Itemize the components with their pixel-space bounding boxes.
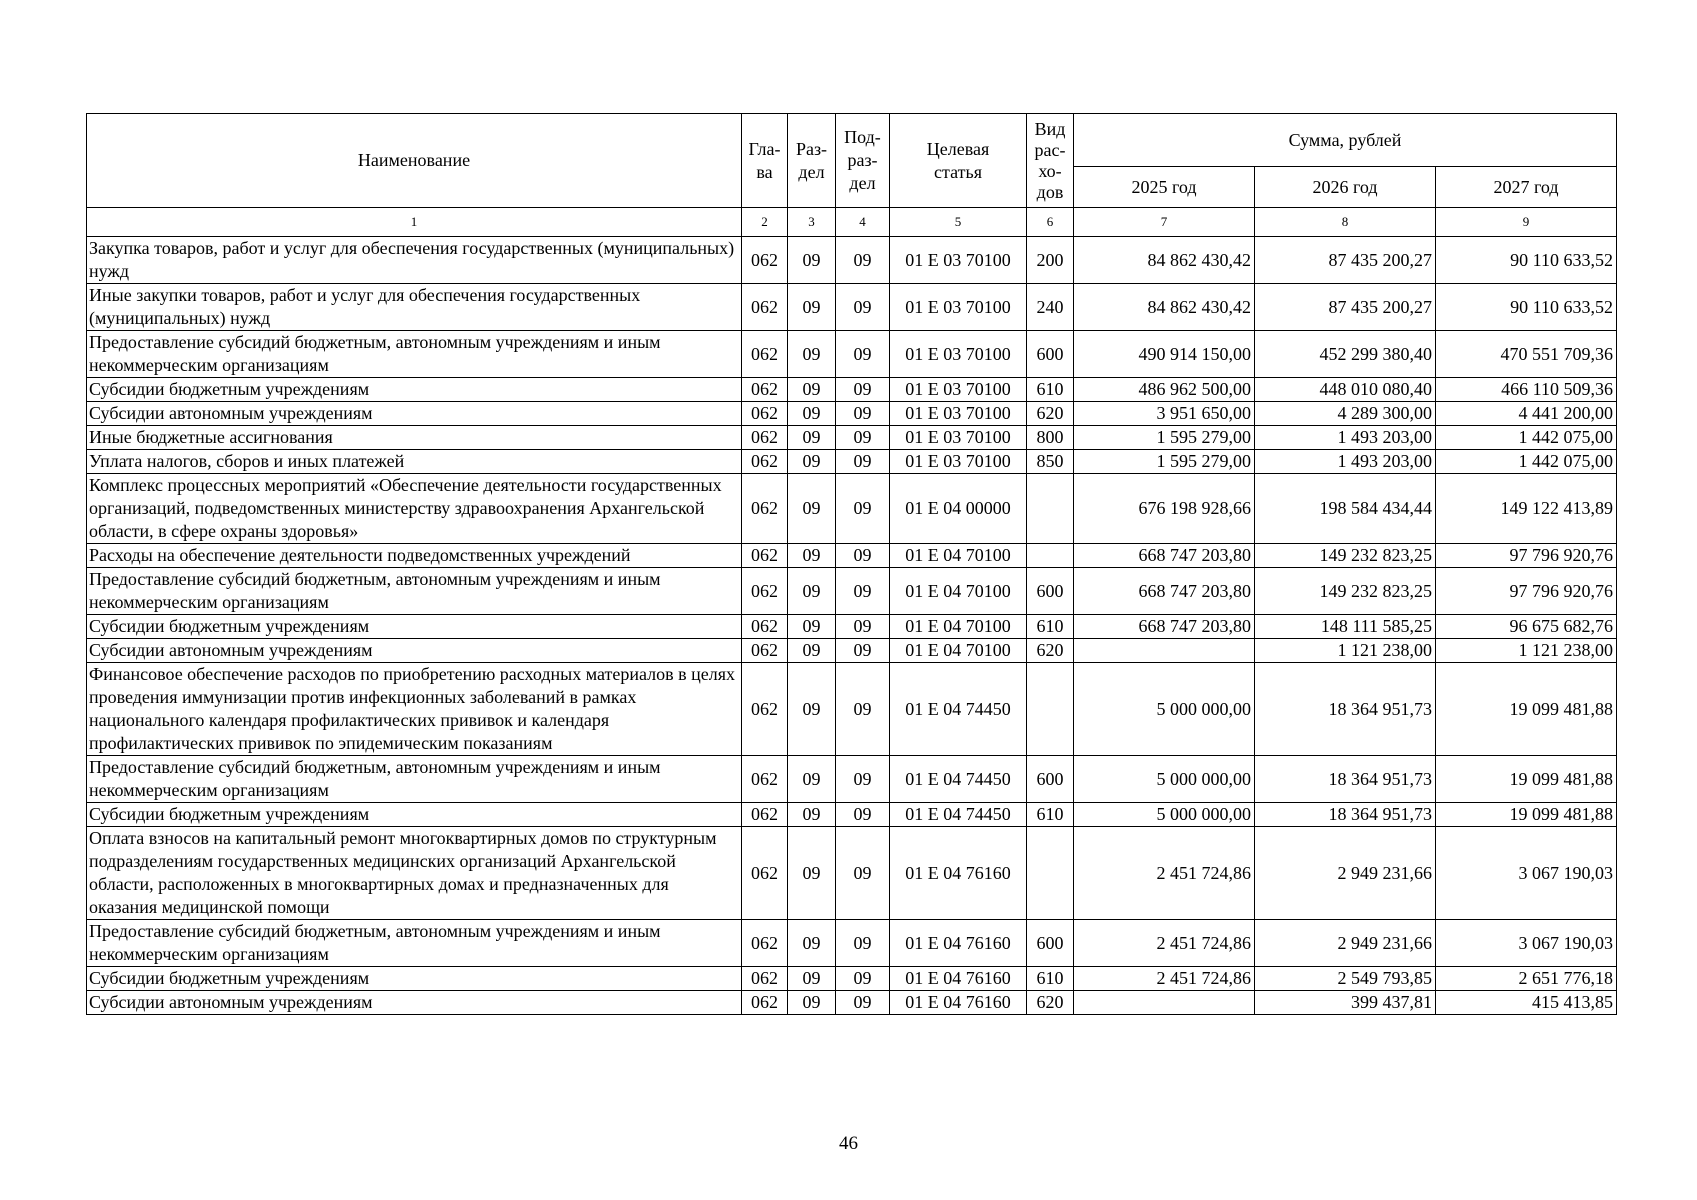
cell-name: Уплата налогов, сборов и иных платежей [87, 450, 742, 474]
cell-sum-2025: 84 862 430,42 [1074, 237, 1255, 284]
cell-name: Субсидии бюджетным учреждениям [87, 803, 742, 827]
header-summa: Сумма, рублей [1074, 114, 1617, 167]
column-number: 3 [788, 208, 836, 237]
cell-vid-rashodov: 200 [1027, 237, 1074, 284]
header-vid-rashodov: Вид рас- хо- дов [1027, 114, 1074, 208]
cell-sum-2026: 2 949 231,66 [1255, 920, 1436, 967]
cell-name: Расходы на обеспечение деятельности подведомственных учреждений [87, 544, 742, 568]
cell-razdel: 09 [788, 426, 836, 450]
cell-sum-2025: 668 747 203,80 [1074, 615, 1255, 639]
cell-glava: 062 [742, 967, 788, 991]
cell-sum-2026: 18 364 951,73 [1255, 663, 1436, 756]
cell-sum-2027: 2 651 776,18 [1436, 967, 1617, 991]
cell-name: Предоставление субсидий бюджетным, автономным учреждениям и иным некоммерческим организациям [87, 568, 742, 615]
cell-name: Субсидии автономным учреждениям [87, 639, 742, 663]
cell-name: Предоставление субсидий бюджетным, автономным учреждениям и иным некоммерческим организациям [87, 756, 742, 803]
cell-glava: 062 [742, 544, 788, 568]
cell-podrazdel: 09 [836, 426, 890, 450]
cell-sum-2026: 1 493 203,00 [1255, 450, 1436, 474]
cell-vid-rashodov: 620 [1027, 991, 1074, 1015]
cell-podrazdel: 09 [836, 331, 890, 378]
cell-name: Субсидии бюджетным учреждениям [87, 967, 742, 991]
cell-vid-rashodov [1027, 544, 1074, 568]
budget-table [86, 113, 1617, 1015]
cell-vid-rashodov: 600 [1027, 568, 1074, 615]
cell-podrazdel: 09 [836, 237, 890, 284]
cell-sum-2026: 87 435 200,27 [1255, 284, 1436, 331]
cell-sum-2025: 5 000 000,00 [1074, 756, 1255, 803]
table-row [87, 639, 1617, 663]
cell-celevaya-statya: 01 Е 03 70100 [890, 284, 1027, 331]
cell-razdel: 09 [788, 544, 836, 568]
table-row [87, 803, 1617, 827]
cell-celevaya-statya: 01 Е 04 76160 [890, 827, 1027, 920]
cell-sum-2025: 2 451 724,86 [1074, 827, 1255, 920]
table-row [87, 756, 1617, 803]
cell-glava: 062 [742, 827, 788, 920]
cell-sum-2026: 198 584 434,44 [1255, 474, 1436, 544]
cell-vid-rashodov: 850 [1027, 450, 1074, 474]
cell-podrazdel: 09 [836, 663, 890, 756]
cell-sum-2025 [1074, 639, 1255, 663]
cell-podrazdel: 09 [836, 639, 890, 663]
cell-name: Закупка товаров, работ и услуг для обеспечения государственных (муниципальных) нужд [87, 237, 742, 284]
cell-vid-rashodov: 240 [1027, 284, 1074, 331]
cell-sum-2027: 19 099 481,88 [1436, 756, 1617, 803]
cell-razdel: 09 [788, 284, 836, 331]
cell-razdel: 09 [788, 402, 836, 426]
cell-celevaya-statya: 01 Е 04 76160 [890, 967, 1027, 991]
cell-razdel: 09 [788, 237, 836, 284]
cell-glava: 062 [742, 402, 788, 426]
cell-podrazdel: 09 [836, 827, 890, 920]
header-podrazdel: Под- раз- дел [836, 114, 890, 208]
cell-glava: 062 [742, 920, 788, 967]
cell-razdel: 09 [788, 920, 836, 967]
cell-sum-2027: 466 110 509,36 [1436, 378, 1617, 402]
cell-razdel: 09 [788, 756, 836, 803]
column-number: 6 [1027, 208, 1074, 237]
cell-sum-2027: 97 796 920,76 [1436, 544, 1617, 568]
cell-sum-2025: 1 595 279,00 [1074, 426, 1255, 450]
cell-celevaya-statya: 01 Е 03 70100 [890, 237, 1027, 284]
cell-sum-2026: 448 010 080,40 [1255, 378, 1436, 402]
cell-celevaya-statya: 01 Е 03 70100 [890, 402, 1027, 426]
table-row [87, 920, 1617, 967]
cell-name: Комплекс процессных мероприятий «Обеспечение деятельности государственных организаций, подведомственных министерству здравоохранения Архангельской области, в сфере охраны здоровья» [87, 474, 742, 544]
cell-sum-2025: 5 000 000,00 [1074, 663, 1255, 756]
cell-podrazdel: 09 [836, 378, 890, 402]
cell-sum-2026: 87 435 200,27 [1255, 237, 1436, 284]
cell-sum-2025: 486 962 500,00 [1074, 378, 1255, 402]
cell-razdel: 09 [788, 568, 836, 615]
cell-glava: 062 [742, 991, 788, 1015]
cell-sum-2025: 5 000 000,00 [1074, 803, 1255, 827]
cell-sum-2027: 90 110 633,52 [1436, 237, 1617, 284]
table-row [87, 474, 1617, 544]
cell-sum-2025: 668 747 203,80 [1074, 568, 1255, 615]
cell-celevaya-statya: 01 Е 03 70100 [890, 331, 1027, 378]
cell-sum-2026: 149 232 823,25 [1255, 568, 1436, 615]
cell-celevaya-statya: 01 Е 04 76160 [890, 991, 1027, 1015]
cell-vid-rashodov: 600 [1027, 331, 1074, 378]
cell-vid-rashodov [1027, 663, 1074, 756]
column-number: 7 [1074, 208, 1255, 237]
table-row [87, 544, 1617, 568]
cell-name: Иные бюджетные ассигнования [87, 426, 742, 450]
cell-sum-2027: 97 796 920,76 [1436, 568, 1617, 615]
cell-sum-2027: 4 441 200,00 [1436, 402, 1617, 426]
cell-glava: 062 [742, 663, 788, 756]
cell-celevaya-statya: 01 Е 03 70100 [890, 378, 1027, 402]
cell-sum-2026: 2 949 231,66 [1255, 827, 1436, 920]
header-year-2026: 2026 год [1255, 167, 1436, 208]
cell-podrazdel: 09 [836, 474, 890, 544]
cell-podrazdel: 09 [836, 544, 890, 568]
cell-sum-2027: 415 413,85 [1436, 991, 1617, 1015]
column-number: 8 [1255, 208, 1436, 237]
table-row [87, 991, 1617, 1015]
cell-name: Субсидии автономным учреждениям [87, 991, 742, 1015]
cell-sum-2025 [1074, 991, 1255, 1015]
cell-sum-2025: 84 862 430,42 [1074, 284, 1255, 331]
cell-sum-2026: 452 299 380,40 [1255, 331, 1436, 378]
cell-sum-2025: 1 595 279,00 [1074, 450, 1255, 474]
cell-celevaya-statya: 01 Е 04 70100 [890, 568, 1027, 615]
cell-podrazdel: 09 [836, 991, 890, 1015]
cell-razdel: 09 [788, 827, 836, 920]
cell-sum-2027: 3 067 190,03 [1436, 827, 1617, 920]
cell-podrazdel: 09 [836, 568, 890, 615]
cell-vid-rashodov: 610 [1027, 378, 1074, 402]
column-number: 4 [836, 208, 890, 237]
header-year-2025: 2025 год [1074, 167, 1255, 208]
table-row [87, 568, 1617, 615]
cell-razdel: 09 [788, 378, 836, 402]
cell-sum-2026: 4 289 300,00 [1255, 402, 1436, 426]
cell-sum-2027: 90 110 633,52 [1436, 284, 1617, 331]
cell-sum-2026: 149 232 823,25 [1255, 544, 1436, 568]
cell-sum-2027: 1 442 075,00 [1436, 426, 1617, 450]
table-row [87, 663, 1617, 756]
cell-sum-2026: 1 493 203,00 [1255, 426, 1436, 450]
cell-glava: 062 [742, 756, 788, 803]
cell-sum-2025: 3 951 650,00 [1074, 402, 1255, 426]
table-row [87, 378, 1617, 402]
cell-sum-2027: 149 122 413,89 [1436, 474, 1617, 544]
cell-vid-rashodov: 620 [1027, 402, 1074, 426]
cell-razdel: 09 [788, 331, 836, 378]
cell-vid-rashodov: 600 [1027, 756, 1074, 803]
cell-podrazdel: 09 [836, 284, 890, 331]
cell-podrazdel: 09 [836, 402, 890, 426]
cell-sum-2025: 668 747 203,80 [1074, 544, 1255, 568]
cell-celevaya-statya: 01 Е 04 74450 [890, 663, 1027, 756]
table-row [87, 331, 1617, 378]
cell-vid-rashodov [1027, 474, 1074, 544]
column-number: 9 [1436, 208, 1617, 237]
cell-vid-rashodov: 600 [1027, 920, 1074, 967]
cell-name: Предоставление субсидий бюджетным, автономным учреждениям и иным некоммерческим организациям [87, 331, 742, 378]
cell-glava: 062 [742, 331, 788, 378]
cell-glava: 062 [742, 450, 788, 474]
cell-vid-rashodov: 620 [1027, 639, 1074, 663]
table-row [87, 426, 1617, 450]
cell-vid-rashodov: 610 [1027, 615, 1074, 639]
cell-sum-2025: 2 451 724,86 [1074, 967, 1255, 991]
cell-razdel: 09 [788, 803, 836, 827]
cell-razdel: 09 [788, 639, 836, 663]
cell-name: Финансовое обеспечение расходов по приобретению расходных материалов в целях проведения иммунизации против инфекционных заболеваний в рамках национального календаря профилактических прививок и календаря профилактических прививок по эпидемическим показаниям [87, 663, 742, 756]
column-number: 2 [742, 208, 788, 237]
cell-vid-rashodov: 800 [1027, 426, 1074, 450]
cell-sum-2027: 1 121 238,00 [1436, 639, 1617, 663]
cell-celevaya-statya: 01 Е 04 74450 [890, 803, 1027, 827]
cell-glava: 062 [742, 237, 788, 284]
cell-sum-2027: 96 675 682,76 [1436, 615, 1617, 639]
cell-sum-2026: 2 549 793,85 [1255, 967, 1436, 991]
cell-podrazdel: 09 [836, 803, 890, 827]
cell-sum-2027: 1 442 075,00 [1436, 450, 1617, 474]
cell-celevaya-statya: 01 Е 04 70100 [890, 639, 1027, 663]
cell-sum-2027: 470 551 709,36 [1436, 331, 1617, 378]
cell-sum-2027: 19 099 481,88 [1436, 803, 1617, 827]
cell-celevaya-statya: 01 Е 03 70100 [890, 426, 1027, 450]
column-number: 5 [890, 208, 1027, 237]
header-razdel: Раз- дел [788, 114, 836, 208]
page-number: 46 [839, 1133, 858, 1154]
cell-glava: 062 [742, 378, 788, 402]
column-number: 1 [87, 208, 742, 237]
cell-celevaya-statya: 01 Е 04 70100 [890, 615, 1027, 639]
cell-sum-2026: 1 121 238,00 [1255, 639, 1436, 663]
cell-sum-2027: 19 099 481,88 [1436, 663, 1617, 756]
cell-podrazdel: 09 [836, 615, 890, 639]
cell-name: Оплата взносов на капитальный ремонт многоквартирных домов по структурным подразделениям государственных медицинских организаций Архангельской области, расположенных в многоквартирных домах и предназначенных для оказания медицинской помощи [87, 827, 742, 920]
cell-name: Субсидии автономным учреждениям [87, 402, 742, 426]
cell-sum-2025: 490 914 150,00 [1074, 331, 1255, 378]
cell-vid-rashodov [1027, 827, 1074, 920]
cell-sum-2026: 18 364 951,73 [1255, 803, 1436, 827]
cell-podrazdel: 09 [836, 756, 890, 803]
table-row [87, 615, 1617, 639]
cell-podrazdel: 09 [836, 920, 890, 967]
cell-glava: 062 [742, 803, 788, 827]
table-row [87, 284, 1617, 331]
cell-sum-2025: 2 451 724,86 [1074, 920, 1255, 967]
header-glava: Гла- ва [742, 114, 788, 208]
cell-vid-rashodov: 610 [1027, 803, 1074, 827]
cell-podrazdel: 09 [836, 450, 890, 474]
header-celevaya-statya: Целевая статья [890, 114, 1027, 208]
cell-name: Иные закупки товаров, работ и услуг для обеспечения государственных (муниципальных) нужд [87, 284, 742, 331]
cell-celevaya-statya: 01 Е 04 00000 [890, 474, 1027, 544]
cell-sum-2026: 148 111 585,25 [1255, 615, 1436, 639]
cell-razdel: 09 [788, 474, 836, 544]
cell-razdel: 09 [788, 991, 836, 1015]
cell-name: Субсидии бюджетным учреждениям [87, 615, 742, 639]
cell-glava: 062 [742, 284, 788, 331]
cell-sum-2027: 3 067 190,03 [1436, 920, 1617, 967]
cell-razdel: 09 [788, 663, 836, 756]
cell-glava: 062 [742, 426, 788, 450]
cell-glava: 062 [742, 615, 788, 639]
cell-name: Субсидии бюджетным учреждениям [87, 378, 742, 402]
cell-razdel: 09 [788, 967, 836, 991]
header-year-2027: 2027 год [1436, 167, 1617, 208]
cell-name: Предоставление субсидий бюджетным, автономным учреждениям и иным некоммерческим организациям [87, 920, 742, 967]
header-name: Наименование [87, 114, 742, 208]
cell-podrazdel: 09 [836, 967, 890, 991]
cell-sum-2026: 18 364 951,73 [1255, 756, 1436, 803]
cell-celevaya-statya: 01 Е 04 74450 [890, 756, 1027, 803]
cell-vid-rashodov: 610 [1027, 967, 1074, 991]
table-row [87, 450, 1617, 474]
cell-razdel: 09 [788, 615, 836, 639]
table-row [87, 827, 1617, 920]
cell-sum-2026: 399 437,81 [1255, 991, 1436, 1015]
table-row [87, 237, 1617, 284]
cell-celevaya-statya: 01 Е 04 76160 [890, 920, 1027, 967]
cell-glava: 062 [742, 568, 788, 615]
cell-celevaya-statya: 01 Е 04 70100 [890, 544, 1027, 568]
cell-glava: 062 [742, 639, 788, 663]
cell-celevaya-statya: 01 Е 03 70100 [890, 450, 1027, 474]
cell-glava: 062 [742, 474, 788, 544]
table-row [87, 967, 1617, 991]
cell-razdel: 09 [788, 450, 836, 474]
cell-sum-2025: 676 198 928,66 [1074, 474, 1255, 544]
table-row [87, 402, 1617, 426]
